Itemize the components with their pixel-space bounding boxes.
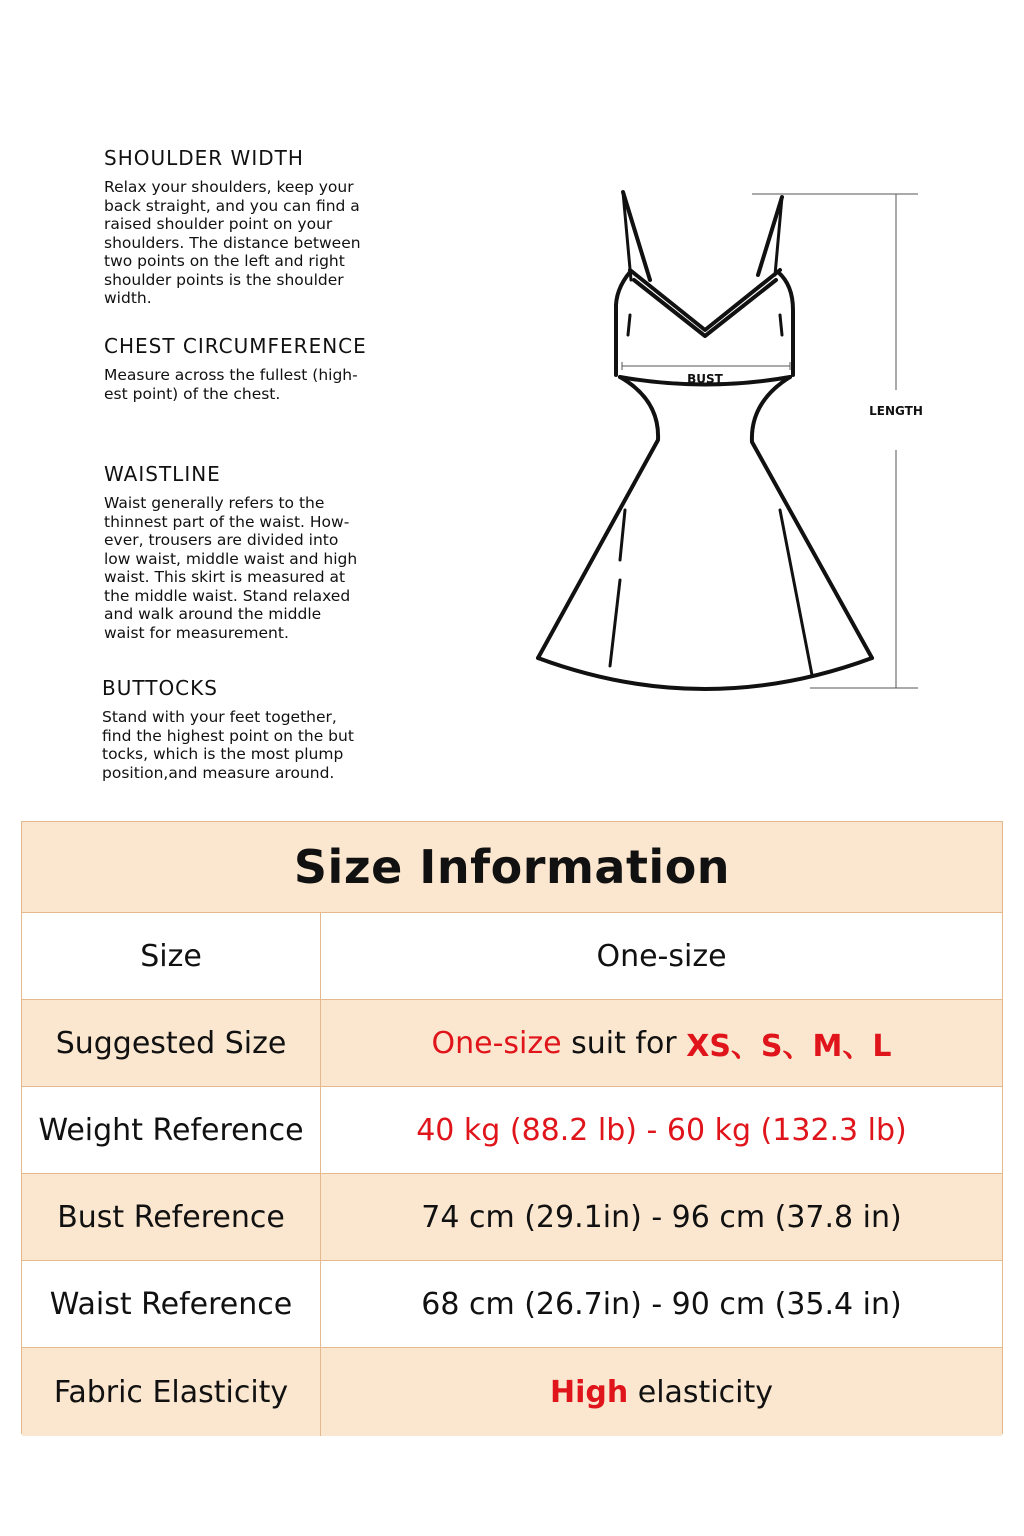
guide-section-buttocks: [102, 676, 442, 782]
row-value: [321, 1000, 1002, 1086]
row-value: 74 cm (29.1in) - 96 cm (37.8 in): [421, 1199, 902, 1235]
row-value: One-size: [596, 938, 727, 974]
table-row: [22, 1087, 1002, 1174]
table-row: [22, 1000, 1002, 1087]
table-title: Size Information: [293, 840, 731, 894]
guide-title: SHOULDER WIDTH: [104, 146, 304, 170]
guide-title: WAISTLINE: [104, 462, 221, 486]
bust-label: BUST: [687, 372, 723, 386]
guide-text: Waist generally refers to the thinnest part of the waist. How- ever, trousers are divided into low waist, middle waist and high waist. This skirt is measured at the middle waist. Stand relaxed and walk around the middle waist for measurement.: [104, 494, 358, 642]
guide-text: Stand with your feet together, find the highest point on the but tocks, which is the most plump position,and measure around.: [102, 708, 354, 782]
dress-diagram: [520, 180, 950, 700]
row-value: [321, 1348, 1002, 1436]
row-value: 40 kg (88.2 lb) - 60 kg (132.3 lb): [416, 1112, 907, 1148]
guide-section-chest: [104, 334, 444, 403]
size-information-table: [21, 821, 1003, 1434]
guide-text: Relax your shoulders, keep your back straight, and you can find a raised shoulder point on your shoulders. The distance between two points on the left and right shoulder points is the shoulder width.: [104, 178, 361, 307]
guide-section-waistline: [104, 462, 444, 642]
row-label: Fabric Elasticity: [22, 1348, 321, 1436]
table-row: [22, 1174, 1002, 1261]
row-label: Suggested Size: [22, 1000, 321, 1086]
table-row: [22, 913, 1002, 1000]
row-value-text: suit for: [561, 1025, 687, 1061]
length-label: LENGTH: [869, 404, 923, 418]
guide-section-shoulder-width: [104, 146, 444, 308]
guide-title: CHEST CIRCUMFERENCE: [104, 334, 367, 358]
table-row: [22, 1261, 1002, 1348]
row-label: Waist Reference: [22, 1261, 321, 1347]
table-row: [22, 1348, 1002, 1436]
row-value-highlight: One-size: [431, 1025, 562, 1061]
row-value-highlight: XS、S、M、L: [686, 1029, 892, 1064]
guide-title: BUTTOCKS: [102, 676, 218, 700]
row-value: 68 cm (26.7in) - 90 cm (35.4 in): [421, 1286, 902, 1322]
row-label: Size: [22, 913, 321, 999]
guide-text: Measure across the fullest (high- est point) of the chest.: [104, 366, 358, 403]
row-label: Weight Reference: [22, 1087, 321, 1173]
row-value-highlight: High: [549, 1374, 629, 1410]
table-header: [22, 822, 1002, 913]
dress-outline-icon: [520, 180, 950, 700]
row-value-text: elasticity: [628, 1374, 774, 1410]
row-label: Bust Reference: [22, 1174, 321, 1260]
